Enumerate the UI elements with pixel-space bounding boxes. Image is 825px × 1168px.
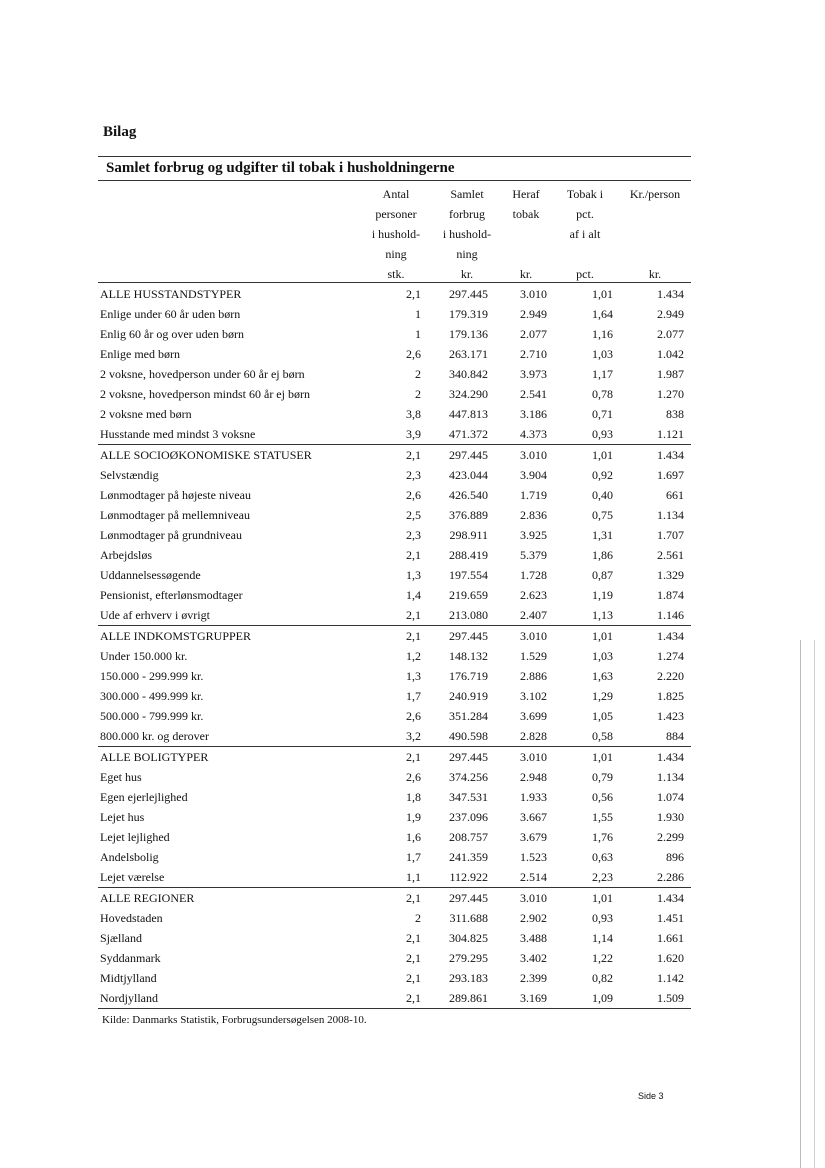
- cell-tobacco: 2.948: [520, 770, 547, 784]
- cell-tobacco: 3.010: [520, 891, 547, 905]
- cell-tobacco: 2.902: [520, 911, 547, 925]
- table-row: [98, 666, 691, 686]
- cell-per-person: 1.329: [657, 568, 684, 582]
- cell-tobacco: 4.373: [520, 427, 547, 441]
- row-label: 2 voksne med børn: [100, 407, 192, 421]
- cell-tobacco-pct: 0,92: [592, 468, 613, 482]
- cell-per-person: 1.274: [657, 649, 684, 663]
- cell-tobacco: 3.679: [520, 830, 547, 844]
- cell-persons: 2,1: [406, 750, 421, 764]
- row-label: Husstande med mindst 3 voksne: [100, 427, 256, 441]
- table-row: [98, 304, 691, 324]
- cell-total-consumption: 374.256: [449, 770, 488, 784]
- column-header-line: personer: [375, 207, 417, 221]
- cell-persons: 3,8: [406, 407, 421, 421]
- cell-total-consumption: 288.419: [449, 548, 488, 562]
- cell-persons: 1: [415, 327, 421, 341]
- cell-tobacco-pct: 0,71: [592, 407, 613, 421]
- table-row: [98, 928, 691, 948]
- table-row: [98, 908, 691, 928]
- table-row: [98, 807, 691, 827]
- cell-persons: 2,6: [406, 347, 421, 361]
- cell-tobacco-pct: 1,31: [592, 528, 613, 542]
- cell-tobacco: 3.010: [520, 448, 547, 462]
- cell-tobacco: 3.010: [520, 750, 547, 764]
- row-label: 2 voksne, hovedperson under 60 år ej børn: [100, 367, 305, 381]
- column-header-line: Tobak i: [566, 187, 604, 201]
- cell-persons: 2,1: [406, 971, 421, 985]
- cell-total-consumption: 447.813: [449, 407, 488, 421]
- cell-per-person: 2.077: [657, 327, 684, 341]
- row-label: Selvstændig: [100, 468, 159, 482]
- cell-per-person: 1.270: [657, 387, 684, 401]
- table-row: [98, 585, 691, 605]
- cell-persons: 2,6: [406, 770, 421, 784]
- cell-per-person: 884: [666, 729, 684, 743]
- cell-tobacco-pct: 1,09: [592, 991, 613, 1005]
- row-label: Sjælland: [100, 931, 143, 945]
- table-row: [98, 364, 691, 384]
- cell-total-consumption: 297.445: [449, 629, 488, 643]
- cell-per-person: 2.299: [657, 830, 684, 844]
- row-label: Lejet lejlighed: [100, 830, 170, 844]
- column-header-line: ning: [385, 247, 407, 261]
- cell-persons: 1,4: [406, 588, 421, 602]
- column-header-tobacco: [502, 184, 550, 284]
- cell-total-consumption: 490.598: [449, 729, 488, 743]
- row-label: 800.000 kr. og derover: [100, 729, 209, 743]
- row-label: Eget hus: [100, 770, 142, 784]
- cell-tobacco: 2.399: [520, 971, 547, 985]
- cell-per-person: 1.042: [657, 347, 684, 361]
- cell-total-consumption: 298.911: [449, 528, 488, 542]
- cell-tobacco-pct: 0,93: [592, 911, 613, 925]
- cell-total-consumption: 376.889: [449, 508, 488, 522]
- column-header-line: [555, 244, 615, 264]
- cell-tobacco-pct: 1,01: [592, 287, 613, 301]
- table-row: [98, 646, 691, 666]
- cell-total-consumption: 471.372: [449, 427, 488, 441]
- cell-total-consumption: 324.290: [449, 387, 488, 401]
- cell-persons: 1,1: [406, 870, 421, 884]
- row-label: Pensionist, efterlønsmodtager: [100, 588, 243, 602]
- row-label: Ude af erhverv i øvrigt: [100, 608, 210, 622]
- row-label: Lønmodtager på højeste niveau: [100, 488, 251, 502]
- cell-persons: 1,2: [406, 649, 421, 663]
- cell-persons: 2: [415, 367, 421, 381]
- cell-persons: 2,6: [406, 709, 421, 723]
- cell-total-consumption: 241.359: [449, 850, 488, 864]
- cell-persons: 2,1: [406, 548, 421, 562]
- cell-total-consumption: 293.183: [449, 971, 488, 985]
- table-row: [98, 948, 691, 968]
- cell-tobacco-pct: 1,05: [592, 709, 613, 723]
- cell-tobacco-pct: 0,40: [592, 488, 613, 502]
- cell-tobacco-pct: 1,16: [592, 327, 613, 341]
- cell-per-person: 1.620: [657, 951, 684, 965]
- column-header-line: Kr./person: [629, 187, 681, 201]
- cell-total-consumption: 179.319: [449, 307, 488, 321]
- row-label: ALLE HUSSTANDSTYPER: [100, 287, 242, 301]
- cell-persons: 1,7: [406, 689, 421, 703]
- cell-total-consumption: 148.132: [449, 649, 488, 663]
- cell-persons: 1,3: [406, 669, 421, 683]
- cell-total-consumption: 279.295: [449, 951, 488, 965]
- column-header-line: [620, 224, 690, 244]
- cell-tobacco: 3.010: [520, 629, 547, 643]
- cell-total-consumption: 237.096: [449, 810, 488, 824]
- table-row: [98, 787, 691, 807]
- cell-tobacco: 3.904: [520, 468, 547, 482]
- cell-tobacco-pct: 0,56: [592, 790, 613, 804]
- cell-tobacco: 1.933: [520, 790, 547, 804]
- table-group-total-row: [98, 445, 691, 465]
- cell-per-person: 2.286: [657, 870, 684, 884]
- row-label: 500.000 - 799.999 kr.: [100, 709, 204, 723]
- table-row: [98, 706, 691, 726]
- page-heading: Bilag: [103, 124, 137, 140]
- cell-tobacco-pct: 1,14: [592, 931, 613, 945]
- cell-per-person: 1.930: [657, 810, 684, 824]
- row-label: Enlig 60 år og over uden børn: [100, 327, 244, 341]
- scan-edge-line-secondary: [814, 640, 815, 1168]
- column-header-line: Heraf: [512, 187, 540, 201]
- cell-total-consumption: 423.044: [449, 468, 488, 482]
- row-label: Under 150.000 kr.: [100, 649, 188, 663]
- cell-tobacco: 3.667: [520, 810, 547, 824]
- cell-persons: 1,8: [406, 790, 421, 804]
- cell-total-consumption: 263.171: [449, 347, 488, 361]
- column-header-unit: stk.: [387, 267, 405, 281]
- table-row: [98, 767, 691, 787]
- cell-total-consumption: 219.659: [449, 588, 488, 602]
- cell-per-person: 1.434: [657, 448, 684, 462]
- cell-tobacco-pct: 1,86: [592, 548, 613, 562]
- cell-tobacco: 3.102: [520, 689, 547, 703]
- row-label: Nordjylland: [100, 991, 158, 1005]
- cell-per-person: 1.074: [657, 790, 684, 804]
- cell-total-consumption: 297.445: [449, 448, 488, 462]
- column-header-line: pct.: [576, 207, 594, 221]
- table-row: [98, 847, 691, 867]
- table-row: [98, 605, 691, 626]
- cell-total-consumption: 240.919: [449, 689, 488, 703]
- cell-tobacco: 2.407: [520, 608, 547, 622]
- cell-tobacco-pct: 0,78: [592, 387, 613, 401]
- cell-tobacco-pct: 1,01: [592, 629, 613, 643]
- cell-total-consumption: 297.445: [449, 750, 488, 764]
- cell-persons: 2,6: [406, 488, 421, 502]
- cell-tobacco: 2.514: [520, 870, 547, 884]
- row-label: ALLE BOLIGTYPER: [100, 750, 209, 764]
- table-title: Samlet forbrug og udgifter til tobak i husholdningerne: [106, 160, 455, 176]
- cell-tobacco-pct: 1,13: [592, 608, 613, 622]
- column-header-total-consumption: [432, 184, 502, 284]
- cell-per-person: 1.707: [657, 528, 684, 542]
- cell-tobacco: 2.541: [520, 387, 547, 401]
- cell-total-consumption: 347.531: [449, 790, 488, 804]
- cell-total-consumption: 208.757: [449, 830, 488, 844]
- cell-per-person: 1.146: [657, 608, 684, 622]
- cell-tobacco-pct: 1,03: [592, 347, 613, 361]
- row-label: Uddannelsessøgende: [100, 568, 201, 582]
- cell-per-person: 1.142: [657, 971, 684, 985]
- cell-persons: 2,3: [406, 528, 421, 542]
- table-row: [98, 827, 691, 847]
- cell-per-person: 1.434: [657, 891, 684, 905]
- table-row: [98, 565, 691, 585]
- column-header-unit: kr.: [519, 267, 533, 281]
- table-row: [98, 686, 691, 706]
- column-header-unit: kr.: [648, 267, 662, 281]
- table-row: [98, 465, 691, 485]
- cell-tobacco-pct: 1,03: [592, 649, 613, 663]
- cell-per-person: 1.451: [657, 911, 684, 925]
- cell-tobacco: 3.699: [520, 709, 547, 723]
- cell-tobacco: 3.169: [520, 991, 547, 1005]
- cell-persons: 1: [415, 307, 421, 321]
- cell-tobacco: 1.719: [520, 488, 547, 502]
- cell-tobacco-pct: 0,79: [592, 770, 613, 784]
- cell-persons: 2,5: [406, 508, 421, 522]
- page-number: Side 3: [638, 1091, 664, 1101]
- row-label: 150.000 - 299.999 kr.: [100, 669, 204, 683]
- cell-persons: 3,9: [406, 427, 421, 441]
- cell-tobacco-pct: 1,22: [592, 951, 613, 965]
- cell-tobacco: 1.523: [520, 850, 547, 864]
- column-header-tobacco-pct: [555, 184, 615, 284]
- cell-persons: 2,3: [406, 468, 421, 482]
- cell-per-person: 1.134: [657, 770, 684, 784]
- table-group-total-row: [98, 284, 691, 304]
- cell-persons: 3,2: [406, 729, 421, 743]
- cell-per-person: 1.434: [657, 629, 684, 643]
- table-row: [98, 384, 691, 404]
- column-header-line: tobak: [512, 207, 540, 221]
- cell-tobacco-pct: 0,87: [592, 568, 613, 582]
- cell-persons: 2,1: [406, 931, 421, 945]
- cell-persons: 1,9: [406, 810, 421, 824]
- cell-tobacco: 2.886: [520, 669, 547, 683]
- cell-tobacco-pct: 0,63: [592, 850, 613, 864]
- cell-total-consumption: 311.688: [449, 911, 488, 925]
- cell-tobacco: 3.402: [520, 951, 547, 965]
- table-row: [98, 404, 691, 424]
- column-header-line: af i alt: [569, 227, 601, 241]
- cell-persons: 2,1: [406, 287, 421, 301]
- cell-persons: 1,6: [406, 830, 421, 844]
- cell-tobacco: 2.949: [520, 307, 547, 321]
- row-label: Lønmodtager på mellemniveau: [100, 508, 250, 522]
- cell-tobacco: 5.379: [520, 548, 547, 562]
- title-top-rule: [98, 156, 691, 157]
- cell-total-consumption: 297.445: [449, 287, 488, 301]
- cell-total-consumption: 351.284: [449, 709, 488, 723]
- column-header-line: i hushold-: [442, 227, 492, 241]
- cell-per-person: 661: [666, 488, 684, 502]
- table-group-total-row: [98, 888, 691, 908]
- cell-per-person: 1.825: [657, 689, 684, 703]
- row-label: Egen ejerlejlighed: [100, 790, 188, 804]
- cell-per-person: 1.697: [657, 468, 684, 482]
- cell-tobacco-pct: 1,64: [592, 307, 613, 321]
- cell-persons: 2,1: [406, 448, 421, 462]
- cell-tobacco: 2.828: [520, 729, 547, 743]
- cell-per-person: 896: [666, 850, 684, 864]
- title-bottom-rule: [98, 180, 691, 181]
- cell-tobacco-pct: 0,93: [592, 427, 613, 441]
- cell-total-consumption: 340.842: [449, 367, 488, 381]
- cell-tobacco-pct: 1,76: [592, 830, 613, 844]
- row-label: ALLE INDKOMSTGRUPPER: [100, 629, 252, 643]
- source-note: Kilde: Danmarks Statistik, Forbrugsundersøgelsen 2008-10.: [102, 1014, 367, 1026]
- row-label: Midtjylland: [100, 971, 157, 985]
- cell-tobacco-pct: 0,58: [592, 729, 613, 743]
- column-header-line: ning: [456, 247, 478, 261]
- table-row: [98, 988, 691, 1009]
- column-header-line: Antal: [382, 187, 410, 201]
- row-label: Enlige med børn: [100, 347, 180, 361]
- table-group-total-row: [98, 626, 691, 646]
- header-rule: [98, 282, 691, 283]
- cell-total-consumption: 179.136: [449, 327, 488, 341]
- column-header-line: forbrug: [449, 207, 485, 221]
- cell-tobacco-pct: 1,55: [592, 810, 613, 824]
- cell-tobacco: 2.836: [520, 508, 547, 522]
- cell-tobacco: 1.728: [520, 568, 547, 582]
- cell-per-person: 1.874: [657, 588, 684, 602]
- row-label: ALLE SOCIOØKONOMISKE STATUSER: [100, 448, 312, 462]
- row-label: Lejet hus: [100, 810, 145, 824]
- cell-tobacco-pct: 1,01: [592, 750, 613, 764]
- cell-total-consumption: 426.540: [449, 488, 488, 502]
- cell-tobacco-pct: 0,75: [592, 508, 613, 522]
- column-header-line: [502, 224, 550, 244]
- row-label: Syddanmark: [100, 951, 161, 965]
- cell-per-person: 1.987: [657, 367, 684, 381]
- row-label: Hovedstaden: [100, 911, 163, 925]
- cell-tobacco: 3.973: [520, 367, 547, 381]
- table-row: [98, 324, 691, 344]
- cell-per-person: 2.220: [657, 669, 684, 683]
- cell-tobacco: 2.710: [520, 347, 547, 361]
- cell-persons: 2,1: [406, 951, 421, 965]
- row-label: Andelsbolig: [100, 850, 159, 864]
- column-header-unit: kr.: [460, 267, 474, 281]
- column-header-line: i hushold-: [371, 227, 421, 241]
- column-header-line: [620, 204, 690, 224]
- column-header-line: [502, 244, 550, 264]
- row-label: Lønmodtager på grundniveau: [100, 528, 242, 542]
- row-label: Enlige under 60 år uden børn: [100, 307, 241, 321]
- data-table: [98, 284, 691, 1009]
- row-label: 300.000 - 499.999 kr.: [100, 689, 204, 703]
- cell-total-consumption: 176.719: [449, 669, 488, 683]
- cell-tobacco-pct: 1,17: [592, 367, 613, 381]
- row-label: Lejet værelse: [100, 870, 165, 884]
- cell-persons: 2,1: [406, 991, 421, 1005]
- table-row: [98, 545, 691, 565]
- cell-tobacco-pct: 1,01: [592, 448, 613, 462]
- cell-tobacco: 2.623: [520, 588, 547, 602]
- table-row: [98, 525, 691, 545]
- row-label: Arbejdsløs: [100, 548, 152, 562]
- table-row: [98, 505, 691, 525]
- cell-persons: 2,1: [406, 891, 421, 905]
- table-row: [98, 344, 691, 364]
- cell-per-person: 1.121: [657, 427, 684, 441]
- table-row: [98, 968, 691, 988]
- cell-per-person: 1.509: [657, 991, 684, 1005]
- cell-tobacco-pct: 1,63: [592, 669, 613, 683]
- cell-persons: 2: [415, 911, 421, 925]
- cell-per-person: 1.434: [657, 287, 684, 301]
- cell-total-consumption: 112.922: [449, 870, 488, 884]
- cell-persons: 2,1: [406, 629, 421, 643]
- cell-tobacco-pct: 1,29: [592, 689, 613, 703]
- column-header-line: Samlet: [450, 187, 484, 201]
- cell-total-consumption: 197.554: [449, 568, 488, 582]
- cell-persons: 2,1: [406, 608, 421, 622]
- cell-tobacco: 3.186: [520, 407, 547, 421]
- scan-edge-line: [800, 640, 801, 1168]
- cell-per-person: 1.434: [657, 750, 684, 764]
- table-group-total-row: [98, 747, 691, 767]
- cell-persons: 1,3: [406, 568, 421, 582]
- table-row: [98, 485, 691, 505]
- table-row: [98, 726, 691, 747]
- cell-per-person: 2.949: [657, 307, 684, 321]
- table-row: [98, 424, 691, 445]
- cell-per-person: 838: [666, 407, 684, 421]
- cell-tobacco-pct: 0,82: [592, 971, 613, 985]
- column-header-unit: pct.: [576, 267, 594, 281]
- cell-tobacco: 2.077: [520, 327, 547, 341]
- column-header-line: [620, 244, 690, 264]
- cell-tobacco-pct: 1,01: [592, 891, 613, 905]
- table-row: [98, 867, 691, 888]
- cell-total-consumption: 289.861: [449, 991, 488, 1005]
- cell-total-consumption: 304.825: [449, 931, 488, 945]
- cell-tobacco: 1.529: [520, 649, 547, 663]
- column-header-persons: [360, 184, 432, 284]
- row-label: 2 voksne, hovedperson mindst 60 år ej børn: [100, 387, 310, 401]
- cell-per-person: 1.134: [657, 508, 684, 522]
- cell-tobacco: 3.488: [520, 931, 547, 945]
- cell-tobacco: 3.010: [520, 287, 547, 301]
- cell-persons: 2: [415, 387, 421, 401]
- cell-tobacco-pct: 1,19: [592, 588, 613, 602]
- column-header-per-person: [620, 184, 690, 284]
- cell-total-consumption: 297.445: [449, 891, 488, 905]
- cell-per-person: 1.423: [657, 709, 684, 723]
- cell-tobacco: 3.925: [520, 528, 547, 542]
- cell-tobacco-pct: 2,23: [592, 870, 613, 884]
- row-label: ALLE REGIONER: [100, 891, 195, 905]
- cell-per-person: 2.561: [657, 548, 684, 562]
- cell-total-consumption: 213.080: [449, 608, 488, 622]
- cell-per-person: 1.661: [657, 931, 684, 945]
- cell-persons: 1,7: [406, 850, 421, 864]
